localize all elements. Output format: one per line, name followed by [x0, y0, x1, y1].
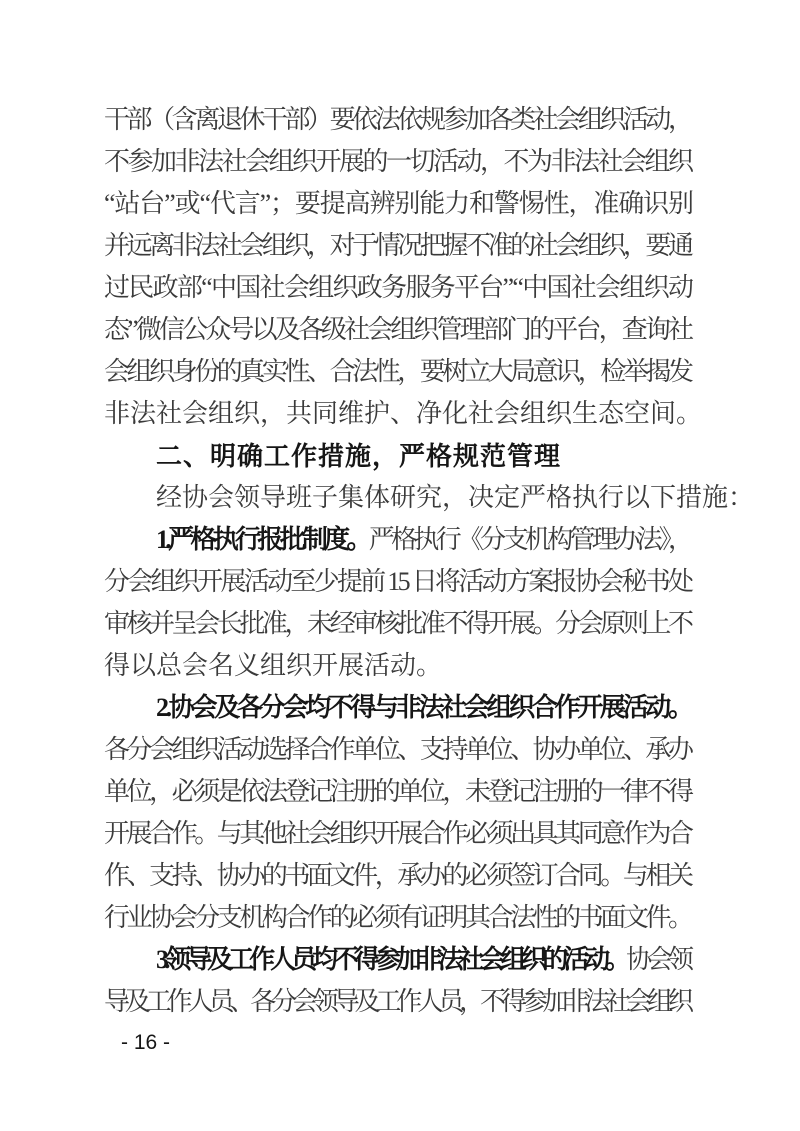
- text-line: [104, 99, 694, 141]
- text-body: [104, 99, 755, 1023]
- text-line: [104, 225, 694, 267]
- text-segment: 行业协会分支机构合作的必须有证明其合法性的书面文件。: [104, 903, 691, 932]
- text-line: [104, 771, 694, 813]
- section-heading: [104, 435, 694, 477]
- text-segment: 审核并呈会长批准，未经审核批准不得开展。分会原则上不: [104, 609, 691, 638]
- text-line: [104, 351, 694, 393]
- text-segment: 分会组织开展活动至少提前 15 日将活动方案报协会秘书处: [104, 567, 692, 596]
- text-segment: 作、支持、协办的书面文件，承办的必须签订合同。与相关: [104, 861, 691, 890]
- text-segment: 得以总会名义组织开展活动。: [104, 651, 443, 680]
- bold-text-segment: 3.领导及工作人员均不得参加非法社会组织的活动。: [156, 945, 627, 974]
- bold-text-segment: 二、明确工作措施，严格规范管理: [156, 441, 562, 471]
- text-segment: 导及工作人员、各分会领导及工作人员，不得参加非法社会组织: [104, 987, 689, 1016]
- text-line: [104, 561, 694, 603]
- text-segment: 不参加非法社会组织开展的一切活动，不为非法社会组织: [104, 147, 692, 176]
- text-line: [104, 645, 694, 687]
- text-line: [104, 267, 694, 309]
- text-segment: 过民政部“中国社会组织政务服务平台”“中国社会组织动: [104, 273, 693, 302]
- text-segment: 经协会领导班子集体研究，决定严格执行以下措施：: [156, 483, 755, 512]
- text-segment: 严格执行《分支机构管理办法》，: [368, 525, 691, 554]
- text-segment: 各分会组织活动选择合作单位、支持单位、协办单位、承办: [104, 735, 691, 764]
- text-line: [104, 687, 694, 729]
- text-segment: 并远离非法社会组织，对于情况把握不准的社会组织，要通: [104, 231, 691, 260]
- text-line: [104, 939, 694, 981]
- text-line: [104, 183, 694, 225]
- text-segment: “站台”或“代言”；要提高辨别能力和警惕性，准确识别: [104, 189, 693, 218]
- page-number: - 16 -: [121, 1031, 171, 1054]
- text-segment: 协会领: [626, 945, 689, 974]
- text-line: [104, 393, 703, 435]
- text-line: [104, 813, 694, 855]
- text-line: [104, 855, 694, 897]
- text-line: [104, 141, 694, 183]
- text-line: [104, 519, 694, 561]
- text-segment: 单位，必须是依法登记注册的单位，未登记注册的一律不得: [104, 777, 691, 806]
- text-segment: 态”微信公众号以及各级社会组织管理部门的平台，查询社: [104, 315, 692, 344]
- text-segment: 开展合作。与其他社会组织开展合作必须出具其同意作为合: [104, 819, 691, 848]
- text-line: [104, 729, 694, 771]
- text-segment: 干部（含离退休干部）要依法依规参加各类社会组织活动，: [104, 105, 691, 134]
- text-line: [104, 477, 755, 519]
- bold-text-segment: 1.严格执行报批制度。: [156, 525, 369, 554]
- text-segment: 非法社会组织，共同维护、净化社会组织生态空间。: [104, 399, 703, 428]
- bold-text-segment: 2.协会及各分会均不得与非法社会组织合作开展活动。: [156, 693, 691, 722]
- text-line: [104, 981, 694, 1023]
- text-segment: 会组织身份的真实性、合法性，要树立大局意识，检举揭发: [104, 357, 691, 386]
- text-line: [104, 897, 694, 939]
- text-line: [104, 603, 694, 645]
- text-line: [104, 309, 694, 351]
